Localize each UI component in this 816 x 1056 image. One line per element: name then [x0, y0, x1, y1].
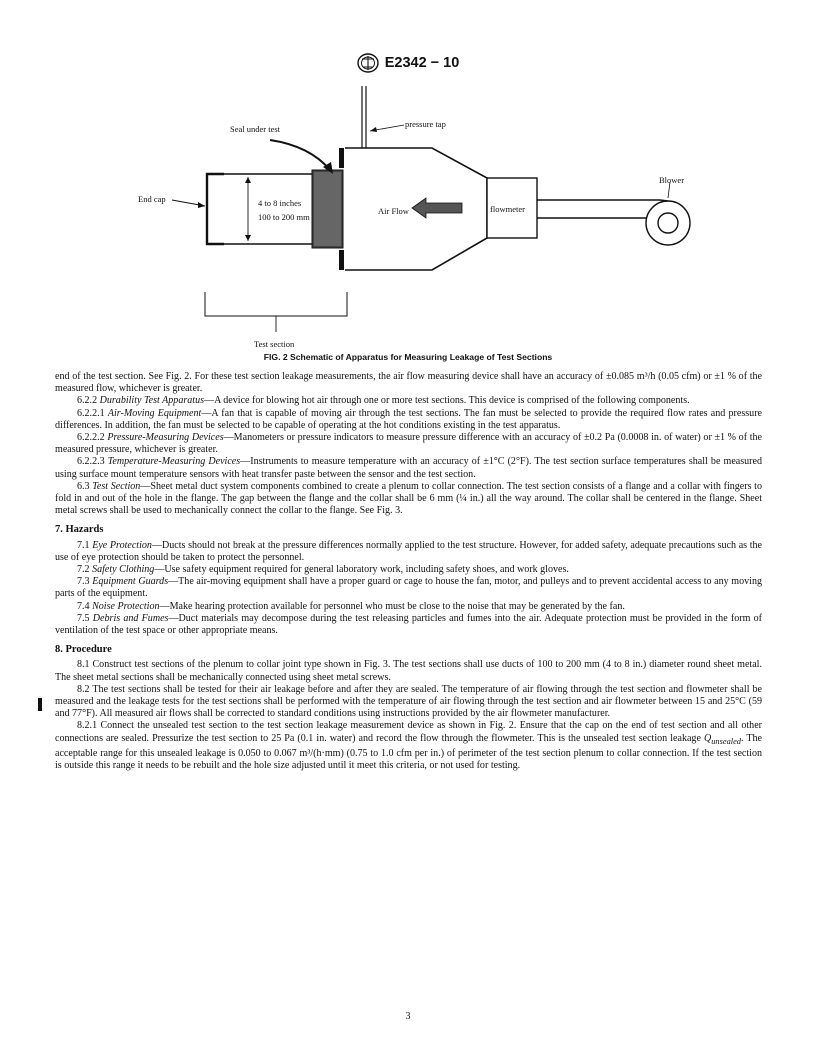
paragraph-6-2-2: 6.2.2 Durability Test Apparatus—A device for blowing hot air through one or more test sections. This device is comprised of the following components.: [77, 395, 690, 407]
schematic-drawing: [0, 86, 816, 356]
page-header: [0, 53, 816, 78]
paragraph-7-2: 7.2 Safety Clothing—Use safety equipment required for general laboratory work, including safety shoes, and work gloves.: [77, 564, 569, 576]
paragraph-6-2-2-2: 6.2.2.2 Pressure-Measuring Devices—Manometers or pressure indicators to measure pressure difference with an accuracy of ±0.2 Pa (0.0008 in. of water) or ±1 % of the measured pressure, whichever is greater.: [55, 432, 762, 456]
paragraph-continuation: end of the test section. See Fig. 2. For these test section leakage measurements, the air flow measuring device shall have an accuracy of ±0.085 m³/h (0.05 cfm) or ±1 % of the measured flow, whichever is greater.: [55, 371, 762, 395]
paragraph-6-3: 6.3 Test Section—Sheet metal duct system components combined to create a plenum to collar connection. The test section consists of a flange and a collar with fingers to fold in and out of the hole in the flange. The gap between the flange and the collar shall be 6 mm (¼ in.) all the way around. The collar shall be centered in the flange. Sheet metal screws shall be used to mechanically connect the collar to the flange. See Fig. 3.: [55, 480, 762, 517]
label-test-section: Test section: [254, 339, 295, 349]
paragraph-6-2-2-3: 6.2.2.3 Temperature-Measuring Devices—Instruments to measure temperature with an accuracy of ±1°C (2°F). The test section surface temperatures shall be measured using surface mount temperature sensors with heat transfer paste between the sensor and the test section.: [55, 456, 763, 480]
label-flowmeter: flowmeter: [490, 204, 525, 214]
figure-caption: FIG. 2 Schematic of Apparatus for Measuring Leakage of Test Sections: [263, 352, 553, 362]
paragraph-7-5: 7.5 Debris and Fumes—Duct materials may decompose during the test releasing particles and fumes into the air. Adequate protection must be provided in the form of ventilation of the test space or other appropriate means.: [55, 612, 762, 637]
document-designation: E2342 − 10: [384, 55, 460, 71]
paragraph-8-2-1: 8.2.1 Connect the unsealed test section to the test section leakage measurement device as shown in Fig. 2. Ensure that the cap on the end of test section and all other connections are sealed. Pressurize the test section to 25 Pa (0.1 in. water) and record the flow through the flowmeter. This is the unsealed test section leakage $Q_{unsealed}$. The acceptable range for this unsealed leakage is 0.050 to 0.067 m³/(h·mm) (0.75 to 1.0 cfm per in.) of perimeter of the test section plenum to collar connection. If the test section is outside this range it needs to be rebuilt and the hole size adjusted until it meet this criteria, or not used for testing.: [55, 720, 762, 772]
paragraph-8-1: 8.1 Construct test sections of the plenum to collar joint type shown in Fig. 3. The test sections shall use ducts of 100 to 200 mm (4 to 8 in.) diameter round sheet metal. The sheet metal sections shall be mechanically connected using sheet metal screws.: [55, 659, 762, 683]
section-heading-hazards: 7. Hazards: [55, 524, 104, 536]
label-size-inches: 4 to 8 inches: [258, 198, 302, 208]
paragraph-7-4: 7.4 Noise Protection—Make hearing protection available for personnel who must be close to the noise that may be generated by the fan.: [77, 600, 625, 612]
paragraph-6-2-2-1: 6.2.2.1 Air-Moving Equipment—A fan that is capable of moving air through the test sections. The fan must be selected to provide the required flow rates and pressure differences. In addition, the fan must be selected to be capable of operating at the hot conditions existing in the test apparatus.: [55, 407, 762, 431]
paragraph-7-3: 7.3 Equipment Guards—The air-moving equipment shall have a proper guard or cage to house the fan, motor, and pulleys and to prevent accidental access to any moving parts of the equipment.: [55, 576, 762, 600]
label-pressure-tap: pressure tap: [405, 119, 446, 129]
label-end-cap: End cap: [138, 194, 166, 204]
label-blower: Blower: [659, 175, 685, 185]
figure-2-schematic: [0, 86, 816, 356]
document-body: [55, 371, 762, 772]
label-seal-under-test: Seal under test: [230, 124, 281, 134]
revision-change-bar: [38, 698, 42, 711]
label-air-flow: Air Flow: [378, 206, 409, 216]
page-number: 3: [405, 1011, 411, 1022]
section-heading-procedure: 8. Procedure: [55, 644, 112, 656]
label-size-mm: 100 to 200 mm: [258, 212, 310, 222]
paragraph-7-1: 7.1 Eye Protection—Ducts should not break at the pressure differences normally applied to the test structure. However, for added safety, adequate precautions such as the use of eye protection should be taken to protect the personnel.: [55, 539, 762, 563]
astm-logo-icon: [357, 53, 379, 73]
paragraph-8-2: 8.2 The test sections shall be tested for their air leakage before and after they are sealed. The temperature of air flowing through the test section and flowmeter shall be measured and the leakage tests for the test sections shall be performed with the temperature of air flowing through the test section and air flowmeter between 15 and 25°C (59 and 77°F). All measured air flows shall be corrected to standard conditions using instructions provided by the air flowmeter manufacturer.: [55, 683, 762, 720]
